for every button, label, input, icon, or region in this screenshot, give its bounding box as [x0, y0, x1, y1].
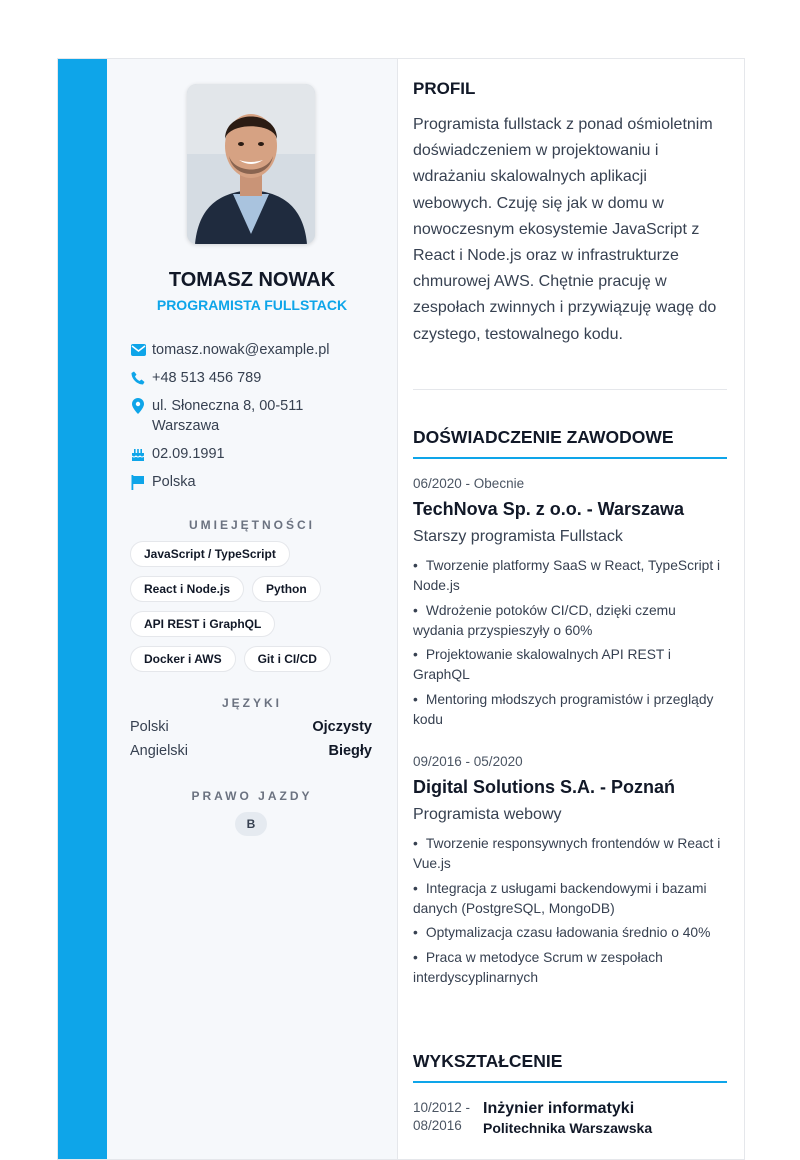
languages-list — [130, 719, 372, 767]
education-school: Politechnika Warszawska — [483, 1120, 653, 1136]
address-line-1: ul. Słoneczna 8, 00-511 — [152, 398, 304, 414]
flag-icon — [130, 472, 146, 492]
job-bullet: • Mentoring młodszych programistów i przeglądy kodu — [413, 691, 714, 727]
job-bullet: • Praca w metodyce Scrum w zespołach interdyscyplinarnych — [413, 949, 663, 985]
section-divider — [413, 389, 727, 390]
job-position: Programista webowy — [413, 806, 562, 823]
language-name: Polski — [130, 719, 169, 735]
contact-country-text: Polska — [152, 474, 196, 490]
education-title: WYKSZTAŁCENIE — [413, 1051, 727, 1083]
skills-title: UMIEJĘTNOŚCI — [188, 518, 315, 532]
language-level: Biegły — [328, 743, 372, 759]
job-date: 06/2020 - Obecnie — [413, 476, 525, 491]
education-date-end: 08/2016 — [413, 1118, 462, 1133]
job-position: Starszy programista Fullstack — [413, 528, 623, 545]
contact-address — [130, 396, 380, 436]
person-portrait-icon — [187, 84, 315, 244]
job-bullet: • Optymalizacja czasu ładowania średnio o 40% — [413, 925, 711, 940]
map-pin-icon — [130, 396, 146, 416]
skills-list — [130, 541, 380, 681]
language-row — [130, 743, 372, 767]
contact-address-text — [152, 396, 303, 436]
phone-icon — [130, 368, 146, 388]
contact-country — [130, 472, 380, 492]
job-bullet: • Integracja z usługami backendowymi i bazami danych (PostgreSQL, MongoDB) — [413, 880, 707, 916]
skill-pill: React i Node.js — [130, 576, 244, 602]
cake-icon — [130, 444, 146, 464]
license-badge: B — [235, 812, 267, 836]
envelope-icon — [130, 340, 146, 360]
job-entry — [413, 754, 727, 992]
experience-title: DOŚWIADCZENIE ZAWODOWE — [413, 427, 727, 459]
job-bullet: • Projektowanie skalowalnych API REST i GraphQL — [413, 647, 671, 682]
contact-email — [130, 340, 380, 360]
skill-pill: API REST i GraphQL — [130, 611, 275, 637]
education-degree: Inżynier informatyki — [483, 1100, 635, 1117]
skill-pill: Python — [252, 576, 321, 602]
education-entry — [413, 1099, 727, 1137]
profile-title: PROFIL — [413, 79, 476, 98]
sidebar — [107, 59, 398, 1159]
skill-pill: Docker i AWS — [130, 646, 236, 672]
language-level: Ojczysty — [312, 719, 372, 735]
skill-pill: JavaScript / TypeScript — [130, 541, 290, 567]
contact-birthdate-text: 02.09.1991 — [152, 446, 225, 462]
profile-photo — [187, 84, 315, 244]
job-bullet: • Tworzenie responsywnych frontendów w React i Vue.js — [413, 836, 721, 871]
contact-list — [130, 340, 380, 500]
license-title: PRAWO JAZDY — [191, 789, 313, 803]
education-date — [413, 1099, 483, 1137]
person-name: TOMASZ NOWAK — [168, 269, 336, 291]
contact-phone-text[interactable]: +48 513 456 789 — [152, 370, 262, 386]
contact-phone — [130, 368, 380, 388]
education-date-start: 10/2012 - — [413, 1100, 471, 1115]
profile-text: Programista fullstack z ponad ośmioletnim doświadczeniem w projektowaniu i wdrażaniu skalowalnych aplikacji webowych. Czuję się jak w domu w nowoczesnym ekosystemie JavaScript z React i Node.js oraz w infrastrukturze chmurowej AWS. Chętnie pracuję w zespołach zwinnych i przywiązuję wagę do czystego, testowalnego kodu. — [413, 116, 717, 343]
job-date: 09/2016 - 05/2020 — [413, 754, 523, 769]
languages-title: JĘZYKI — [221, 696, 282, 710]
job-bullets — [413, 834, 727, 988]
cv-page — [57, 58, 745, 1160]
language-name: Angielski — [130, 743, 189, 759]
accent-bar — [58, 59, 107, 1159]
job-company: TechNova Sp. z o.o. - Warszawa — [413, 499, 685, 519]
job-company: Digital Solutions S.A. - Poznań — [413, 777, 676, 797]
skill-pill: Git i CI/CD — [244, 646, 331, 672]
job-bullet: • Wdrożenie potoków CI/CD, dzięki czemu wydania przyspieszyły o 60% — [413, 602, 676, 638]
language-row — [130, 719, 372, 743]
job-bullets — [413, 556, 727, 730]
contact-birthdate — [130, 444, 380, 464]
person-role: PROGRAMISTA FULLSTACK — [156, 297, 348, 313]
address-line-2: Warszawa — [152, 418, 220, 434]
job-entry — [413, 476, 727, 734]
job-bullet: • Tworzenie platformy SaaS w React, TypeScript i Node.js — [413, 558, 721, 593]
contact-email-text[interactable]: tomasz.nowak@example.pl — [152, 342, 330, 358]
